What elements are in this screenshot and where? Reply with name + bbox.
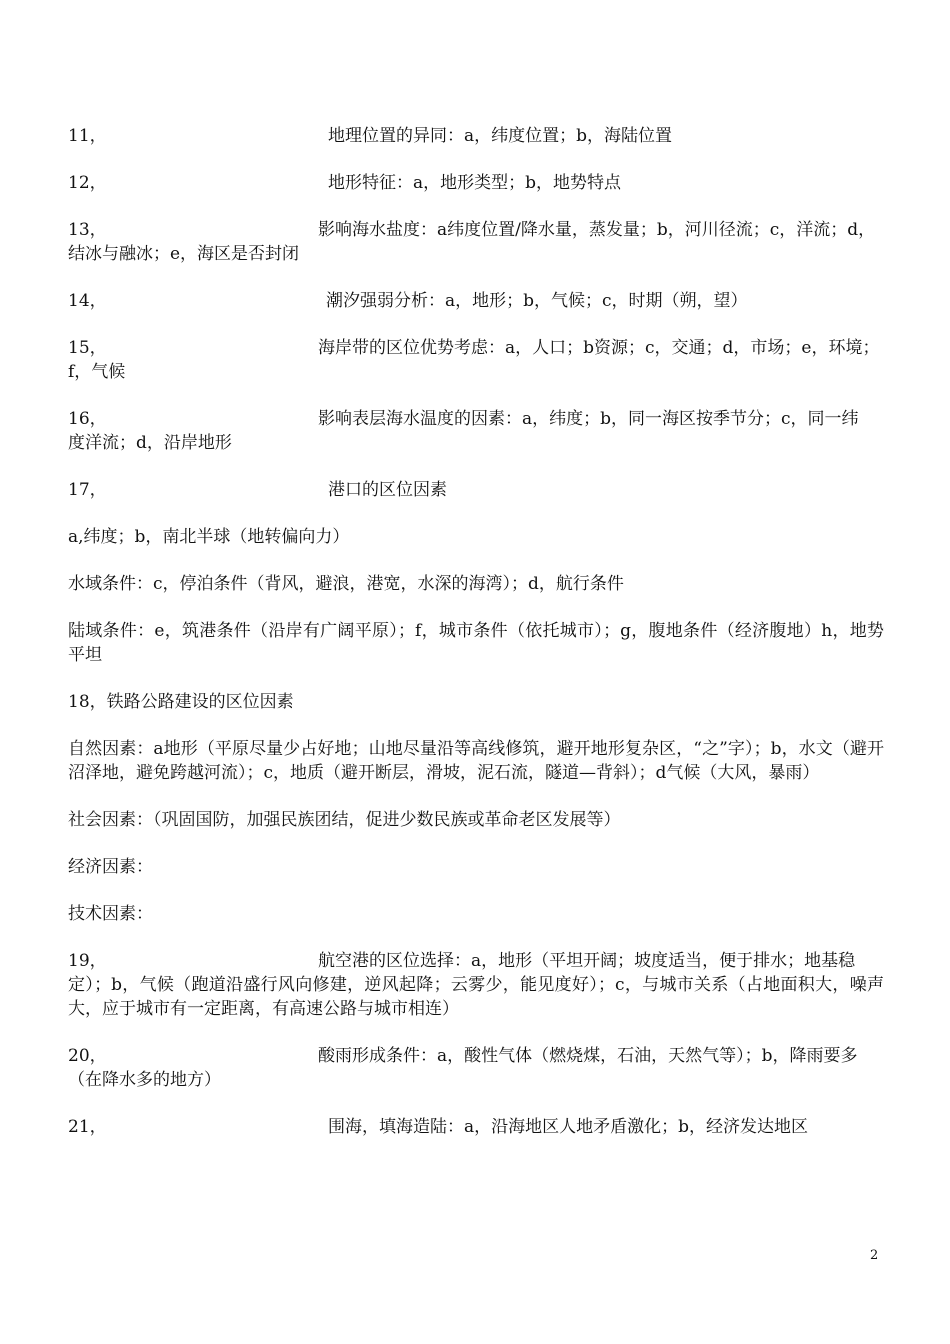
item-number: 13， — [68, 220, 107, 240]
item-number: 11， — [68, 126, 107, 146]
item-21 — [68, 1115, 884, 1139]
item-text-first-line: 影响表层海水温度的因素：a，纬度；b，同一海区按季节分；c，同一纬 — [318, 409, 859, 429]
item-text: 地形特征：a，地形类型；b，地势特点 — [328, 173, 622, 193]
item-text-continuation: 结冰与融冰；e，海区是否封闭 — [68, 244, 300, 264]
item-text-continuation: 度洋流；d，沿岸地形 — [68, 433, 232, 453]
paragraph-natural-factors: 自然因素：a地形（平原尽量少占好地；山地尽量沿等高线修筑，避开地形复杂区，“之”字）；b，水文（避开沼泽地，避免跨越河流）；c，地质（避开断层，滑坡，泥石流，隧道—背斜）；d气候（大风，暴雨） — [68, 739, 884, 783]
item-text-first-line: 酸雨形成条件：a，酸性气体（燃烧煤，石油，天然气等）；b，降雨要多 — [318, 1046, 858, 1066]
item-text-first-line: 影响海水盐度：a纬度位置/降水量，蒸发量；b，河川径流；c，洋流；d， — [318, 220, 876, 240]
item-number: 19， — [68, 951, 107, 971]
item-number: 14， — [68, 291, 107, 311]
item-14 — [68, 289, 884, 313]
paragraph-latitude: a,纬度；b，南北半球（地转偏向力） — [68, 527, 350, 547]
item-16 — [68, 407, 884, 455]
paragraph-land-conditions: 陆域条件：e，筑港条件（沿岸有广阔平原）；f，城市条件（依托城市）；g，腹地条件（经济腹地）h，地势平坦 — [68, 621, 884, 665]
document-body — [68, 124, 884, 1162]
item-text: 港口的区位因素 — [328, 480, 447, 500]
item-text: 地理位置的异同：a，纬度位置；b，海陆位置 — [328, 126, 673, 146]
item-number: 16， — [68, 409, 107, 429]
item-11 — [68, 124, 884, 148]
item-13 — [68, 218, 884, 266]
item-number: 20， — [68, 1046, 107, 1066]
paragraph-water-conditions: 水域条件：c，停泊条件（背风，避浪，港宽，水深的海湾）；d，航行条件 — [68, 574, 624, 594]
item-15 — [68, 336, 884, 384]
item-text-continuation: 定）；b，气候（跑道沿盛行风向修建，逆风起降；云雾少，能见度好）；c，与城市关系（占地面积大，噪声大，应于城市有一定距离，有高速公路与城市相连） — [68, 975, 884, 1019]
item-number: 17， — [68, 480, 107, 500]
paragraph-item-18-heading: 18，铁路公路建设的区位因素 — [68, 692, 294, 712]
item-text-first-line: 航空港的区位选择：a，地形（平坦开阔；坡度适当，便于排水；地基稳 — [318, 951, 856, 971]
item-19 — [68, 949, 884, 1021]
item-17 — [68, 478, 884, 502]
item-text-first-line: 海岸带的区位优势考虑：a，人口；b资源；c，交通；d，市场；e，环境； — [318, 338, 880, 358]
item-number: 15， — [68, 338, 107, 358]
paragraph-economic-factors: 经济因素： — [68, 857, 153, 877]
paragraph-social-factors: 社会因素：（巩固国防，加强民族团结，促进少数民族或革命老区发展等） — [68, 810, 621, 830]
item-12 — [68, 171, 884, 195]
item-text-continuation: f，气候 — [68, 362, 126, 382]
item-text: 围海，填海造陆：a，沿海地区人地矛盾激化；b，经济发达地区 — [328, 1117, 809, 1137]
item-text-continuation: （在降水多的地方） — [68, 1070, 221, 1090]
paragraph-technical-factors: 技术因素： — [68, 904, 153, 924]
item-text: 潮汐强弱分析：a，地形；b，气候；c，时期（朔，望） — [326, 291, 748, 311]
item-number: 21， — [68, 1117, 107, 1137]
item-number: 12， — [68, 173, 107, 193]
item-20 — [68, 1044, 884, 1092]
page-number: 2 — [870, 1248, 879, 1263]
